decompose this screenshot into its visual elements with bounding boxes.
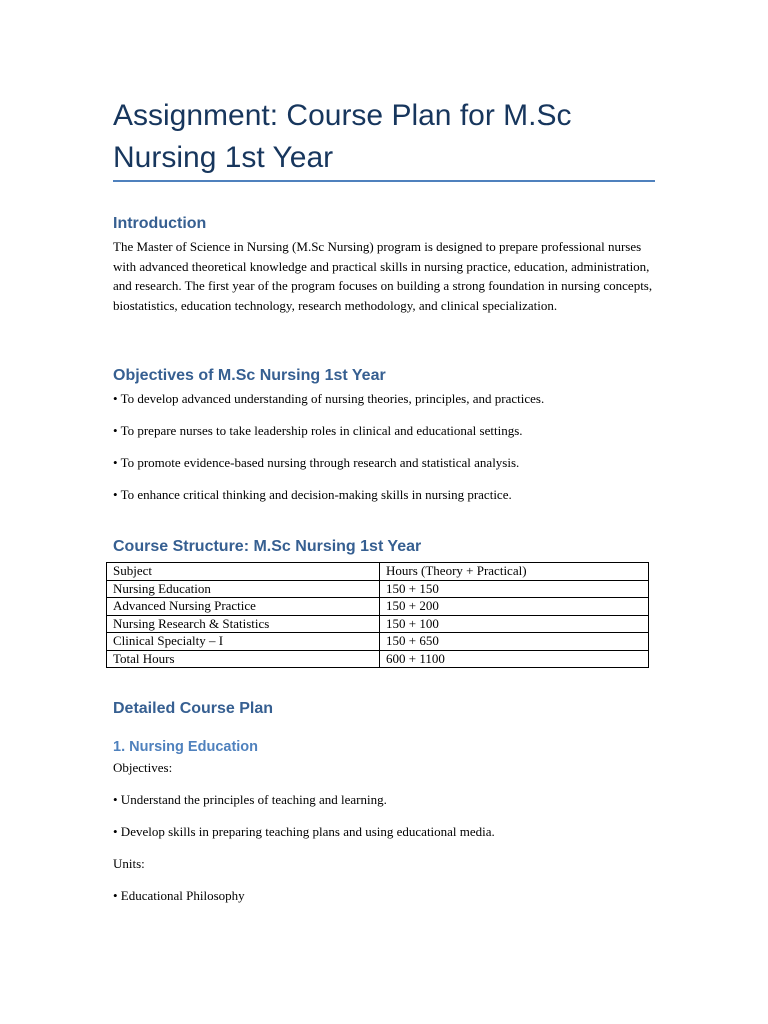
table-cell-hours: 150 + 650 [380, 633, 649, 651]
table-cell-hours: 150 + 200 [380, 598, 649, 616]
table-cell-subject: Advanced Nursing Practice [107, 598, 380, 616]
table-cell-subject: Total Hours [107, 650, 380, 668]
table-cell-hours: 600 + 1100 [380, 650, 649, 668]
detailed-plan-heading: Detailed Course Plan [113, 700, 274, 717]
table-row [107, 615, 649, 633]
units-label: Units: [113, 856, 145, 871]
unit-item: • Educational Philosophy [113, 888, 245, 903]
table-header-hours: Hours (Theory + Practical) [380, 563, 649, 581]
document-title: Assignment: Course Plan for M.Sc Nursing 1st Year [113, 99, 572, 174]
introduction-heading: Introduction [113, 215, 207, 232]
table-header-subject: Subject [107, 563, 380, 581]
objective-item: • To prepare nurses to take leadership roles in clinical and educational settings. [113, 423, 523, 438]
table-row-total [107, 650, 649, 668]
course-structure-heading: Course Structure: M.Sc Nursing 1st Year [113, 538, 422, 555]
table-cell-subject: Nursing Education [107, 580, 380, 598]
table-cell-subject: Nursing Research & Statistics [107, 615, 380, 633]
table-header-row [107, 563, 649, 581]
title-underline [113, 180, 655, 182]
objective-item: • To enhance critical thinking and decision-making skills in nursing practice. [113, 487, 512, 502]
table-cell-hours: 150 + 100 [380, 615, 649, 633]
objective-item: • To promote evidence-based nursing through research and statistical analysis. [113, 455, 520, 470]
course-structure-table [106, 562, 649, 668]
nursing-education-heading: 1. Nursing Education [113, 739, 259, 755]
section-objective-item: • Understand the principles of teaching and learning. [113, 792, 387, 807]
section-objective-item: • Develop skills in preparing teaching plans and using educational media. [113, 824, 495, 839]
table-row [107, 598, 649, 616]
table-cell-hours: 150 + 150 [380, 580, 649, 598]
objectives-heading: Objectives of M.Sc Nursing 1st Year [113, 367, 386, 384]
introduction-text: The Master of Science in Nursing (M.Sc Nursing) program is designed to prepare professional nurses with advanced theoretical knowledge and practical skills in nursing practice, education, administration, and research. The first year of the program focuses on building a strong foundation in nursing concepts, biostatistics, education technology, research methodology, and clinical specialization. [113, 239, 653, 313]
table-row [107, 633, 649, 651]
table-row [107, 580, 649, 598]
table-cell-subject: Clinical Specialty – I [107, 633, 380, 651]
objective-item: • To develop advanced understanding of nursing theories, principles, and practices. [113, 391, 545, 406]
objectives-label: Objectives: [113, 760, 173, 775]
